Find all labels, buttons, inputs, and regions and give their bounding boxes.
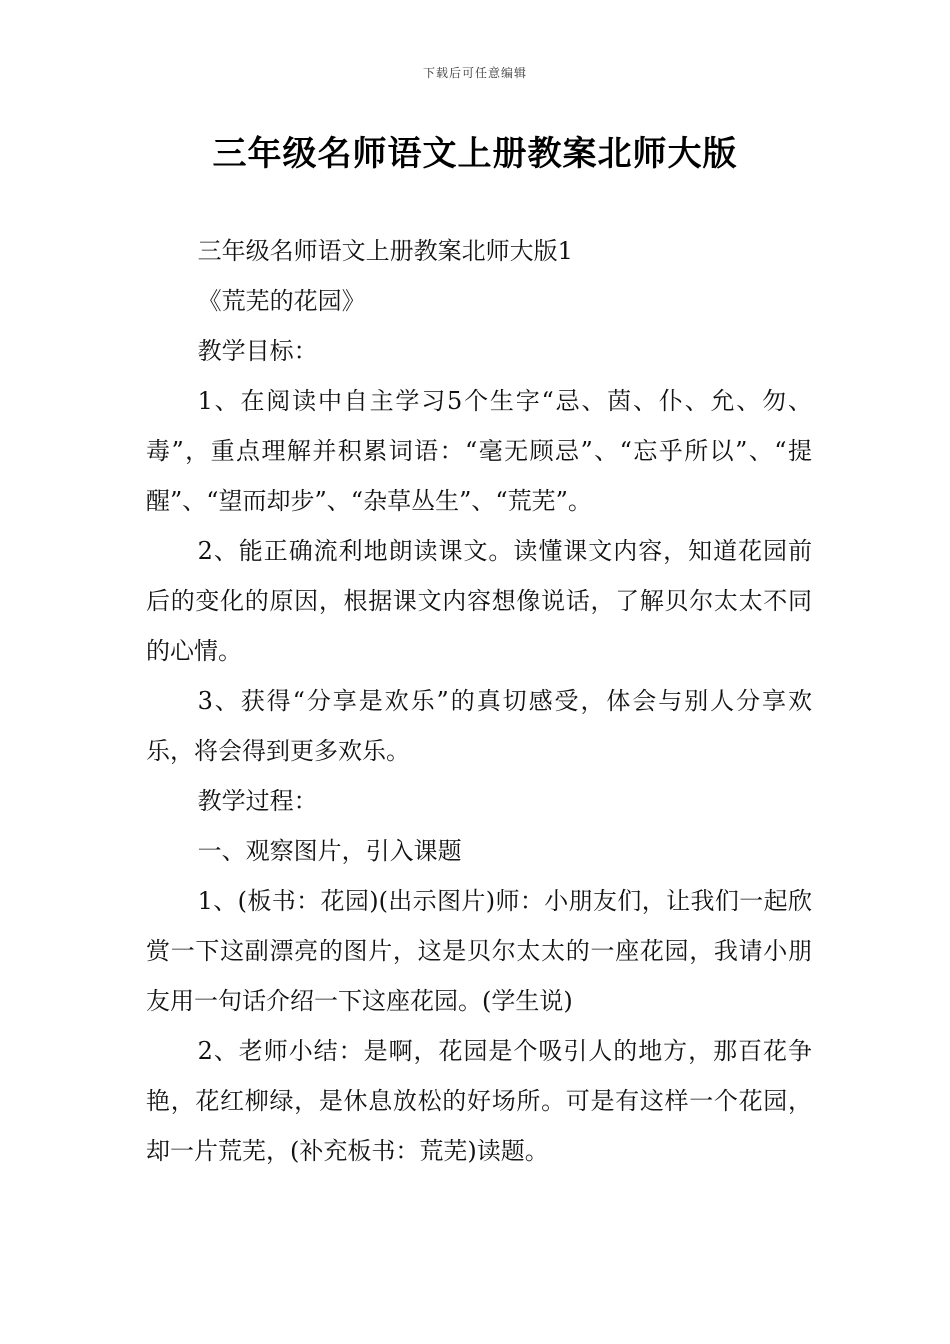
paragraph-section-1: 一、观察图片，引入课题	[197, 837, 462, 865]
paragraph-objective-2: 2、能正确流利地朗读课文。读懂课文内容，知道花园前后的变化的原因，根据课文内容想像说话，了解贝尔太太不同的心情。	[146, 537, 812, 665]
header-note: 下载后可任意编辑	[422, 66, 527, 80]
paragraph-lesson-title: 《荒芜的花园》	[197, 287, 366, 315]
paragraph-step-1: 1、(板书：花园)(出示图片)师：小朋友们，让我们一起欣赏一下这副漂亮的图片，这是贝尔太太的一座花园，我请小朋友用一句话介绍一下这座花园。(学生说)	[146, 887, 812, 1015]
paragraph-subtitle: 三年级名师语文上册教案北师大版1	[197, 237, 573, 265]
paragraph-objective-3: 3、获得“分享是欢乐”的真切感受，体会与别人分享欢乐，将会得到更多欢乐。	[146, 687, 812, 765]
paragraph-step-2: 2、老师小结：是啊，花园是个吸引人的地方，那百花争艳，花红柳绿，是休息放松的好场所。可是有这样一个花园，却一片荒芜，(补充板书：荒芜)读题。	[146, 1037, 812, 1165]
paragraph-objective-1: 1、在阅读中自主学习5个生字“忌、茵、仆、允、勿、毒”，重点理解并积累词语：“毫无顾忌”、“忘乎所以”、“提醒”、“望而却步”、“杂草丛生”、“荒芜”。	[146, 387, 812, 515]
document-body	[146, 226, 812, 1176]
paragraph-process-heading: 教学过程：	[197, 787, 318, 815]
document-title: 三年级名师语文上册教案北师大版	[212, 134, 738, 174]
paragraph-objectives-heading: 教学目标：	[197, 337, 318, 365]
